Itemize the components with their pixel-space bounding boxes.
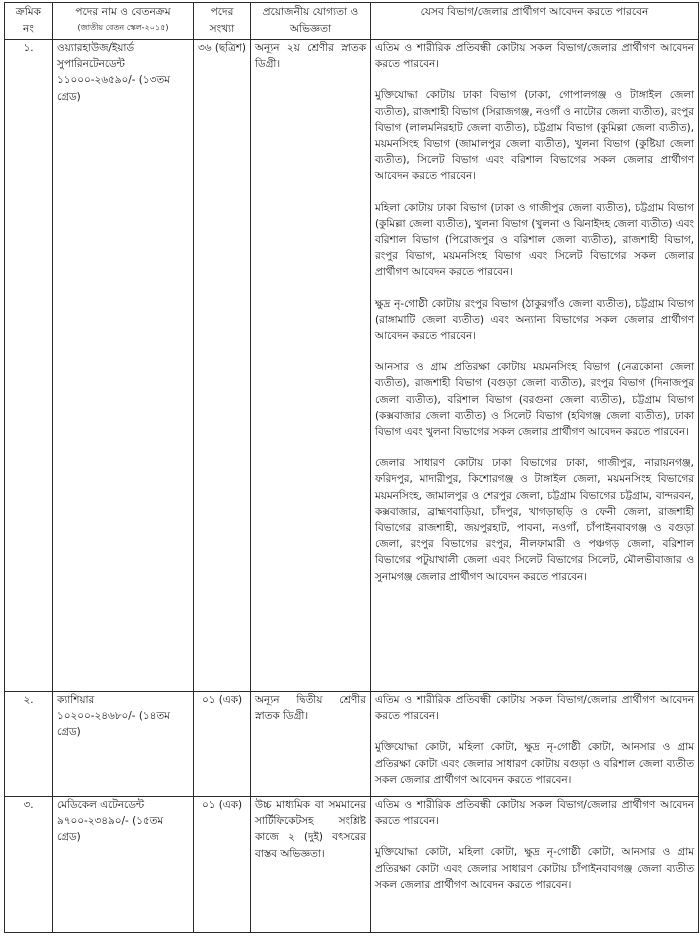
table-row [5,40,699,692]
eligibility-cell [371,40,699,692]
table-row [5,692,699,797]
header-post [53,3,194,40]
pay-scale: ৯৭০০-২৩৪৯০/- (১৫তম গ্রেড) [57,815,164,844]
count-cell: ০১ (এক) [194,797,251,933]
eligibility-paragraph: মুক্তিযোদ্ধা কোটায় ঢাকা বিভাগ (ঢাকা, গোপালগঞ্জ ও টাঙ্গাইল জেলা ব্যতীত), রাজশাহী বিভাগ (সিরাজগঞ্জ, নওগাঁ ও নাটোর জেলা ব্যতীত), রংপুর বিভাগ (লালমনিরহাট জেলা ব্যতীত), চট্টগ্রাম বিভাগ (কুমিল্লা জেলা ব্যতীত), ময়মনসিংহ বিভাগ (জামালপুর জেলা ব্যতীত), খুলনা বিভাগ (কুষ্টিয়া জেলা ব্যতীত), সিলেট বিভাগ এবং বরিশাল বিভাগের সকল জেলার প্রার্থীগণ আবেদন করতে পারবেন। [375,89,694,183]
post-cell [53,692,194,797]
pay-scale: ১০২০০-২৪৬৮০/- (১৪তম গ্রেড) [57,710,170,739]
header-count: পদের সংখ্যা [194,3,251,40]
eligibility-paragraph: জেলার সাধারণ কোটায় ঢাকা বিভাগের ঢাকা, গাজীপুর, নারায়নগঞ্জ, ফরিদপুর, মাদারীপুর, কিশোরগঞ্জ ও টাঙ্গাইল জেলা, ময়মনসিংহ বিভাগের ময়মনসিংহ, জামালপুর ও শেরপুর জেলা, চট্টগ্রাম বিভাগের চট্টগ্রাম, বান্দরবন, কক্সবাজার, ব্রাহ্মণবাড়িয়া, চাঁদপুর, খাগড়াছড়ি ও ফেনী জেলা, রাজশাহী বিভাগের রাজশাহী, জয়পুরহাট, পাবনা, নওগাঁ, চাঁপাইনবাবগঞ্জ ও বগুড়া জেলা, রংপুর বিভাগের রংপুর, নীলফামারী ও পঞ্চগড় জেলা, বরিশাল বিভাগের পটুয়াখালী জেলা এবং সিলেট বিভাগের সিলেট, মৌলভীবাজার ও সুনামগঞ্জ জেলার প্রার্থীগণ আবেদন করতে পারবেন। [375,457,694,583]
qualification-cell: অন্যূন ২য় শ্রেণীর স্নাতক ডিগ্রী। [251,40,371,692]
job-posts-table [4,2,699,933]
post-name: ওয়্যারহাউজ/ইয়ার্ড সুপারিনটেনডেন্ট [57,42,135,71]
count-cell: ৩৬ (ছত্রিশ) [194,40,251,692]
post-cell [53,797,194,933]
header-serial: ক্রমিক নং [5,3,53,40]
eligibility-paragraph: ক্ষুদ্র নৃ-গোষ্ঠী কোটায় রংপুর বিভাগ (ঠাকুরগাঁও জেলা ব্যতীত), চট্টগ্রাম বিভাগ (রাঙ্গামাটি জেলা ব্যতীত) এবং অন্যান্য বিভাগের সকল জেলার প্রার্থীগণ আবেদন করতে পারবেন। [375,297,694,343]
eligibility-paragraph: আনসার ও গ্রাম প্রতিরক্ষা কোটায় ময়মনসিংহ বিভাগ (নেত্রকোনা জেলা ব্যতীত), রাজশাহী বিভাগ (বগুড়া জেলা ব্যতীত), রংপুর বিভাগ (দিনাজপুর জেলা ব্যতীত), বরিশাল বিভাগ (বরগুনা জেলা ব্যতীত), চট্টগ্রাম বিভাগ (কক্সবাজার জেলা ব্যতীত) ও সিলেট বিভাগ (হবিগঞ্জ জেলা ব্যতীত), ঢাকা বিভাগ এবং খুলনা বিভাগের সকল জেলার প্রার্থীগণ আবেদন করতে পারবেন। [375,361,694,439]
serial-cell: ২. [5,692,53,797]
post-name: মেডিকেল এটেনডেন্ট [57,799,145,811]
header-post-title: পদের নাম ও বেতনক্রম [75,6,171,18]
eligibility-paragraph: মুক্তিযোদ্ধা কোটা, মহিলা কোটা, ক্ষুদ্র নৃ-গোষ্ঠী কোটা, আনসার ও গ্রাম প্রতিরক্ষা কোটা এবং জেলার সাধারণ কোটায় বগুড়া ও বরিশাল জেলা ব্যতীত সকল জেলার প্রার্থীগণ আবেদন করতে পারবেন। [375,741,694,786]
post-cell [53,40,194,692]
table-row [5,797,699,933]
table-header-row [5,3,699,40]
post-name: ক্যাশিয়ার [57,694,95,706]
count-cell: ০১ (এক) [194,692,251,797]
serial-cell: ১. [5,40,53,692]
eligibility-paragraph: এতিম ও শারীরিক প্রতিবন্ধী কোটায় সকল বিভাগ/জেলার প্রার্থীগণ আবেদন করতে পারবেন। [375,694,694,723]
serial-cell: ৩. [5,797,53,933]
eligibility-paragraph: মুক্তিযোদ্ধা কোটা, মহিলা কোটা, ক্ষুদ্র নৃ-গোষ্ঠী কোটা, আনসার ও গ্রাম প্রতিরক্ষা কোটা এবং জেলার সাধারণ কোটায় চাঁপাইনবাবগঞ্জ জেলা ব্যতীত সকল জেলার প্রার্থীগণ আবেদন করতে পারবেন। [375,846,694,891]
header-post-subtitle: (জাতীয় বেতন স্কেল-২০১৫) [77,23,169,32]
eligibility-paragraph: এতিম ও শারীরিক প্রতিবন্ধী কোটায় সকল বিভাগ/জেলার প্রার্থীগণ আবেদন করতে পারবেন। [375,42,694,71]
eligibility-paragraph: মহিলা কোটায় ঢাকা বিভাগ (ঢাকা ও গাজীপুর জেলা ব্যতীত), চট্টগ্রাম বিভাগ (কুমিল্লা জেলা ব্যতীত), খুলনা বিভাগ (খুলনা ও ঝিনাইদহ জেলা ব্যতীত) এবং বরিশাল বিভাগ (পিরোজপুর ও বরিশাল জেলা ব্যতীত), রাজশাহী বিভাগ, রংপুর বিভাগ, ময়মনসিংহ বিভাগ এবং সিলেট বিভাগের সকল জেলার প্রার্থীগণ আবেদন করতে পারবেন। [375,201,694,279]
eligibility-cell [371,692,699,797]
pay-scale: ১১০০০-২৬৫৯০/- (১৩তম গ্রেড) [57,74,170,103]
eligibility-paragraph: এতিম ও শারীরিক প্রতিবন্ধী কোটায় সকল বিভাগ/জেলার প্রার্থীগণ আবেদন করতে পারবেন। [375,799,694,828]
qualification-cell: অন্যূন দ্বিতীয় শ্রেণীর স্নাতক ডিগ্রী। [251,692,371,797]
header-eligibility: যেসব বিভাগ/জেলার প্রার্থীগণ আবেদন করতে পারবেন [371,3,699,40]
header-qualification: প্রয়োজনীয় যোগ্যতা ও অভিজ্ঞতা [251,3,371,40]
qualification-cell: উচ্চ মাধ্যমিক বা সমমানের সার্টিফিকেটসহ সংশ্লিষ্ট কাজে ২ (দুই) বৎসরের বাস্তব অভিজ্ঞতা। [251,797,371,933]
eligibility-cell [371,797,699,933]
